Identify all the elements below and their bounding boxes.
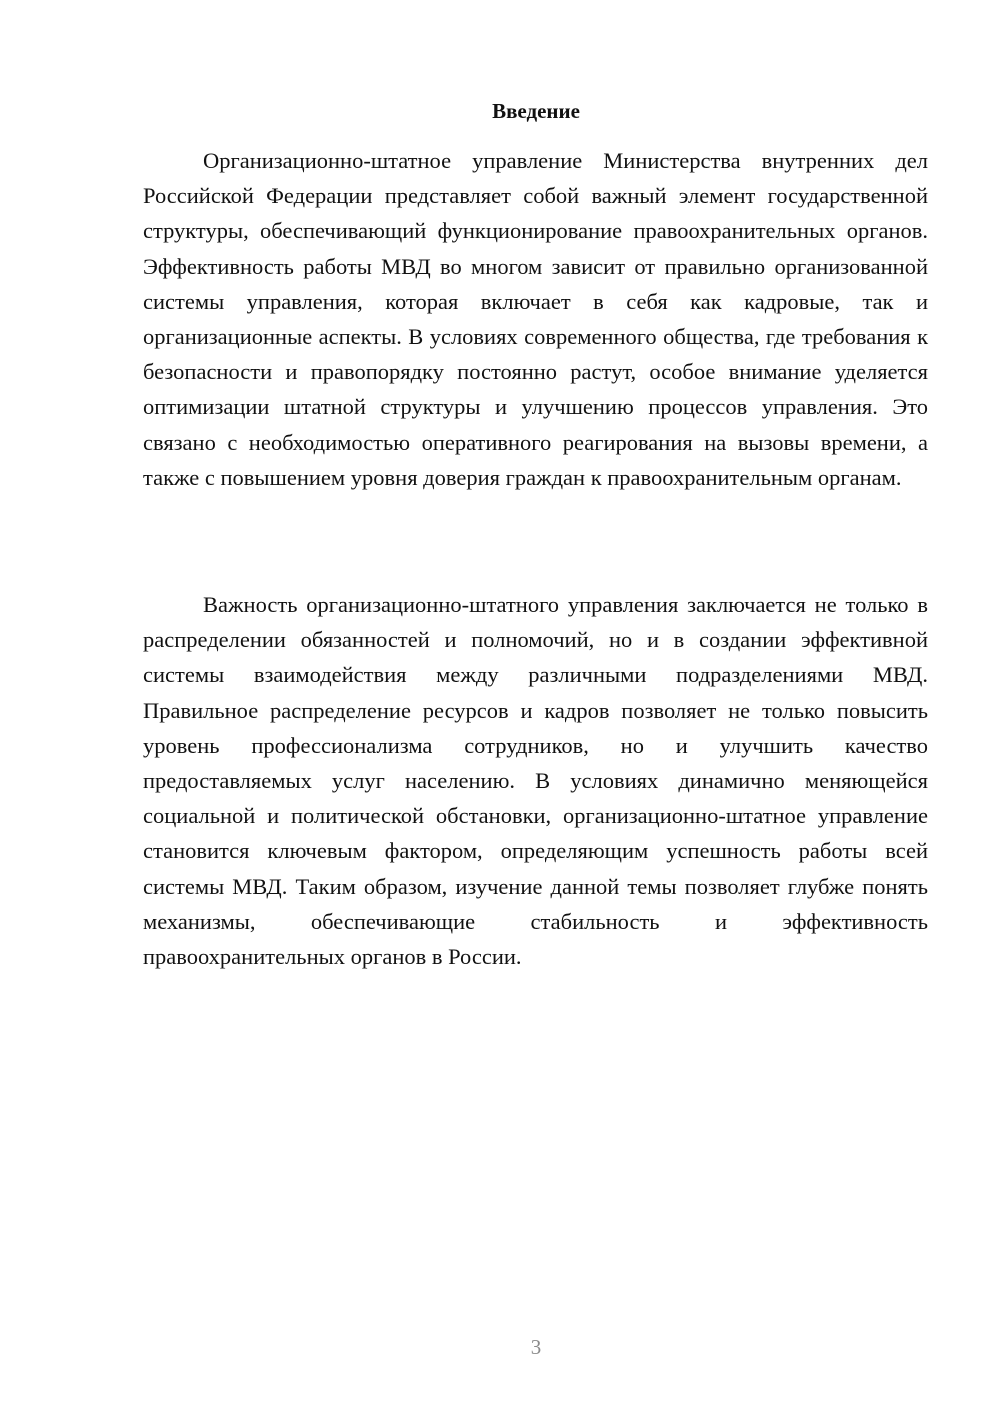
paragraph-2: Важность организационно-штатного управления заключается не только в распределении обязанностей и полномочий, но и в создании эффективной системы взаимодействия между различными подразделениями МВД. Правильное распределение ресурсов и кадров позволяет не только повысить уровень профессионализма сотрудников, но и улучшить качество предоставляемых услуг населению. В условиях динамично меняющейся социальной и политической обстановки, организационно-штатное управление становится ключевым фактором, определяющим успешность работы всей системы МВД. Таким образом, изучение данной темы позволяет глубже понять механизмы, обеспечивающие стабильность и эффективность правоохранительных органов в России.	[143, 592, 928, 970]
section-heading: Введение	[492, 99, 580, 123]
page-number: 3	[530, 1335, 542, 1359]
paragraph-1: Организационно-штатное управление Министерства внутренних дел Российской Федерации представляет собой важный элемент государственной структуры, обеспечивающий функционирование правоохранительных органов. Эффективность работы МВД во многом зависит от правильно организованной системы управления, которая включает в себя как кадровые, так и организационные аспекты. В условиях современного общества, где требования к безопасности и правопорядку постоянно растут, особое внимание уделяется оптимизации штатной структуры и улучшению процессов управления. Это связано с необходимостью оперативного реагирования на вызовы времени, а также с повышением уровня доверия граждан к правоохранительным органам.	[143, 148, 928, 490]
